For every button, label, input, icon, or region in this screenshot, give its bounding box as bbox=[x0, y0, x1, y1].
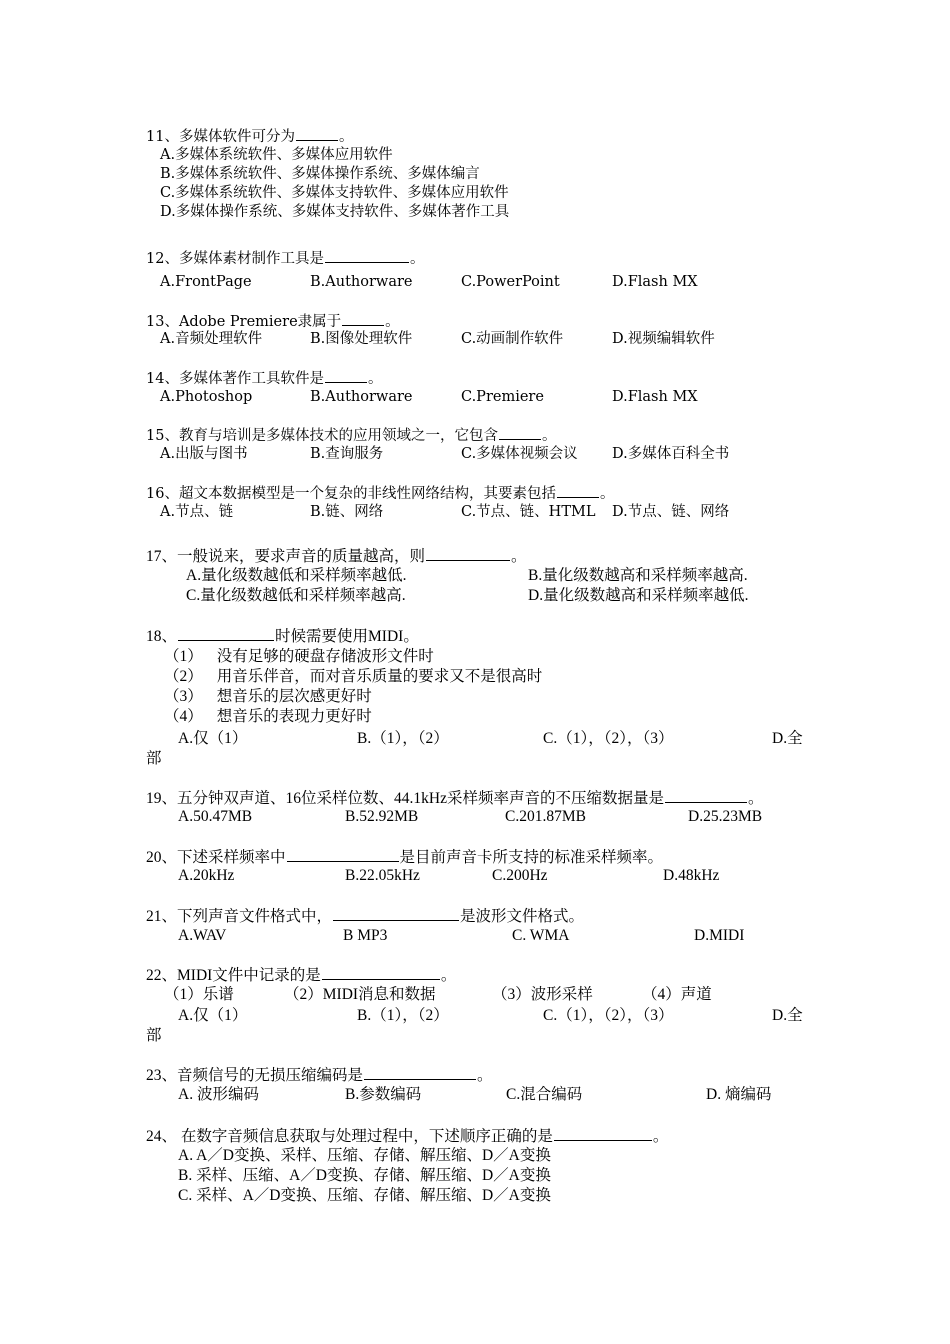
option-b: B.多媒体系统软件、多媒体操作系统、多媒体编言 bbox=[160, 166, 480, 182]
answer-blank bbox=[296, 126, 338, 141]
question-stem bbox=[146, 788, 763, 809]
option-d-wrap: 部 bbox=[146, 750, 162, 767]
stem-text-end: 。 bbox=[385, 314, 400, 330]
stem-text-end: 是波形文件格式。 bbox=[460, 908, 585, 925]
stem-text: 14、多媒体著作工具软件是 bbox=[146, 371, 324, 387]
stem-text: 18、 bbox=[146, 628, 178, 645]
question-stem bbox=[146, 906, 584, 927]
stem-text-end: 。 bbox=[541, 428, 557, 444]
item-number: （1） bbox=[164, 648, 203, 665]
stem-text-end: 。 bbox=[599, 486, 615, 502]
option-c: C.201.87MB bbox=[505, 808, 586, 825]
option-a: A.量化级数越低和采样频率越低. bbox=[186, 567, 407, 584]
answer-blank bbox=[342, 311, 384, 326]
option-d: D.量化级数越高和采样频率越低. bbox=[528, 587, 749, 604]
stem-text-end: 。 bbox=[367, 371, 383, 387]
stem-text: 17、一般说来，要求声音的质量越高，则 bbox=[146, 548, 426, 565]
stem-text: 15、教育与培训是多媒体技术的应用领域之一，它包含 bbox=[146, 428, 498, 444]
condition-item bbox=[164, 687, 372, 707]
stem-text: 24、 在数字音频信息获取与处理过程中，下述顺序正确的是 bbox=[146, 1128, 553, 1145]
item-number: （2） bbox=[164, 668, 203, 685]
question-stem bbox=[146, 1065, 493, 1086]
answer-blank bbox=[557, 483, 599, 498]
question-stem bbox=[146, 126, 353, 147]
option-b: B.量化级数越高和采样频率越高. bbox=[528, 567, 748, 584]
answer-blank bbox=[325, 368, 367, 383]
option-a: A.50.47MB bbox=[178, 808, 253, 825]
option-a: A. 波形编码 bbox=[178, 1086, 259, 1103]
item-number: （3） bbox=[164, 688, 203, 705]
question-stem bbox=[146, 965, 456, 986]
condition-item: （2）MIDI消息和数据 bbox=[284, 986, 436, 1003]
item-text: 没有足够的硬盘存储波形文件时 bbox=[216, 648, 434, 665]
stem-text-end: 时候需要使用MIDI。 bbox=[275, 628, 419, 645]
question-stem bbox=[146, 425, 556, 446]
item-number: （4） bbox=[164, 708, 203, 725]
option-a: A.多媒体系统软件、多媒体应用软件 bbox=[160, 147, 393, 163]
option-d: D.Flash MX bbox=[612, 274, 698, 290]
option-c: C.多媒体视频会议 bbox=[461, 446, 578, 462]
option-c: C.量化级数越低和采样频率越高. bbox=[186, 587, 406, 604]
answer-blank bbox=[325, 248, 409, 263]
option-b: B.链、网络 bbox=[310, 504, 384, 520]
answer-blank bbox=[322, 965, 440, 980]
option-d: D.MIDI bbox=[694, 927, 745, 944]
option-c: C.Premiere bbox=[461, 389, 544, 405]
option-d: D. 熵编码 bbox=[706, 1086, 772, 1103]
option-b: B.22.05kHz bbox=[345, 867, 420, 884]
stem-text-end: 。 bbox=[511, 548, 527, 565]
option-b: B.查询服务 bbox=[310, 446, 384, 462]
answer-blank bbox=[499, 425, 541, 440]
option-a: A.节点、链 bbox=[160, 504, 234, 520]
question-stem bbox=[146, 1126, 668, 1147]
answer-blank bbox=[665, 788, 747, 803]
option-c: C.（1），（2），（3） bbox=[543, 1007, 674, 1024]
stem-text-end: 。 bbox=[338, 129, 354, 145]
option-b: B.Authorware bbox=[310, 274, 413, 290]
option-a: A.仅（1） bbox=[178, 1007, 248, 1024]
question-stem bbox=[146, 248, 424, 269]
option-a: A.Photoshop bbox=[160, 389, 253, 405]
condition-item bbox=[164, 647, 434, 667]
option-d: D.25.23MB bbox=[688, 808, 763, 825]
option-a: A.仅（1） bbox=[178, 730, 248, 747]
stem-text: 19、五分钟双声道、16位采样位数、44.1kHz采样频率声音的不压缩数据量是 bbox=[146, 790, 664, 807]
answer-blank bbox=[178, 626, 274, 641]
stem-text-end: 。 bbox=[477, 1067, 493, 1084]
option-b: B.52.92MB bbox=[345, 808, 419, 825]
option-a: A.WAV bbox=[178, 927, 227, 944]
option-a: A.出版与图书 bbox=[160, 446, 248, 462]
option-d: D.视频编辑软件 bbox=[612, 331, 715, 347]
question-stem bbox=[146, 483, 614, 504]
option-d: D.Flash MX bbox=[612, 389, 698, 405]
option-d-wrap: 部 bbox=[146, 1027, 162, 1044]
question-stem bbox=[146, 847, 663, 868]
option-b: B.图像处理软件 bbox=[310, 331, 413, 347]
option-d: D.节点、链、网络 bbox=[612, 504, 730, 520]
question-stem bbox=[146, 546, 527, 567]
option-a: A.音频处理软件 bbox=[160, 331, 263, 347]
option-c: C.（1），（2），（3） bbox=[543, 730, 674, 747]
option-c: C.PowerPoint bbox=[461, 274, 560, 290]
option-c: C.动画制作软件 bbox=[461, 331, 564, 347]
stem-text: 16、超文本数据模型是一个复杂的非线性网络结构，其要素包括 bbox=[146, 486, 556, 502]
option-a: A.FrontPage bbox=[160, 274, 252, 290]
stem-text: 21、下列声音文件格式中， bbox=[146, 908, 333, 925]
option-b: B.（1），（2） bbox=[357, 1007, 449, 1024]
item-text: 想音乐的表现力更好时 bbox=[216, 708, 372, 725]
option-c: C.200Hz bbox=[492, 867, 548, 884]
option-c: C.多媒体系统软件、多媒体支持软件、多媒体应用软件 bbox=[160, 185, 509, 201]
answer-blank bbox=[554, 1126, 652, 1141]
option-b: B.参数编码 bbox=[345, 1086, 422, 1103]
condition-item: （3）波形采样 bbox=[492, 986, 593, 1003]
question-stem bbox=[146, 626, 419, 647]
option-a: A.20kHz bbox=[178, 867, 235, 884]
option-d: D.全 bbox=[772, 1007, 803, 1024]
answer-blank bbox=[364, 1065, 476, 1080]
option-d: D.48kHz bbox=[663, 867, 720, 884]
condition-item bbox=[164, 707, 372, 727]
option-c: C. 采样、A／D变换、压缩、存储、解压缩、D／A变换 bbox=[178, 1187, 551, 1204]
stem-text-end: 。 bbox=[409, 251, 425, 267]
question-stem bbox=[146, 368, 382, 389]
option-d: D.全 bbox=[772, 730, 803, 747]
stem-text-end: 是目前声音卡所支持的标准采样频率。 bbox=[399, 849, 664, 866]
condition-item: （1）乐谱 bbox=[164, 986, 234, 1003]
option-b: B.Authorware bbox=[310, 389, 413, 405]
item-text: 想音乐的层次感更好时 bbox=[216, 688, 372, 705]
option-b: B. 采样、压缩、A／D变换、存储、解压缩、D／A变换 bbox=[178, 1167, 551, 1184]
stem-text: 12、多媒体素材制作工具是 bbox=[146, 251, 324, 267]
answer-blank bbox=[287, 847, 399, 862]
stem-text: 22、MIDI文件中记录的是 bbox=[146, 967, 321, 984]
option-c: C.节点、链、HTML bbox=[461, 504, 596, 520]
option-b: B.（1），（2） bbox=[357, 730, 449, 747]
stem-text: 13、Adobe Premiere隶属于 bbox=[146, 314, 342, 330]
stem-text-end: 。 bbox=[747, 790, 764, 807]
stem-text-end: 。 bbox=[440, 967, 457, 984]
stem-text: 23、音频信号的无损压缩编码是 bbox=[146, 1067, 364, 1084]
stem-text: 11、多媒体软件可分为 bbox=[146, 129, 295, 145]
stem-text: 20、下述采样频率中 bbox=[146, 849, 286, 866]
option-c: C. WMA bbox=[512, 927, 570, 944]
condition-item: （4）声道 bbox=[642, 986, 712, 1003]
item-text: 用音乐伴音，而对音乐质量的要求又不是很高时 bbox=[216, 668, 543, 685]
answer-blank bbox=[426, 546, 510, 561]
answer-blank bbox=[333, 906, 459, 921]
option-a: A. A／D变换、采样、压缩、存储、解压缩、D／A变换 bbox=[178, 1147, 551, 1164]
condition-item bbox=[164, 667, 542, 687]
option-d: D.多媒体操作系统、多媒体支持软件、多媒体著作工具 bbox=[160, 204, 510, 220]
option-c: C.混合编码 bbox=[506, 1086, 583, 1103]
option-d: D.多媒体百科全书 bbox=[612, 446, 730, 462]
option-b: B MP3 bbox=[343, 927, 388, 944]
stem-text-end: 。 bbox=[652, 1128, 669, 1145]
